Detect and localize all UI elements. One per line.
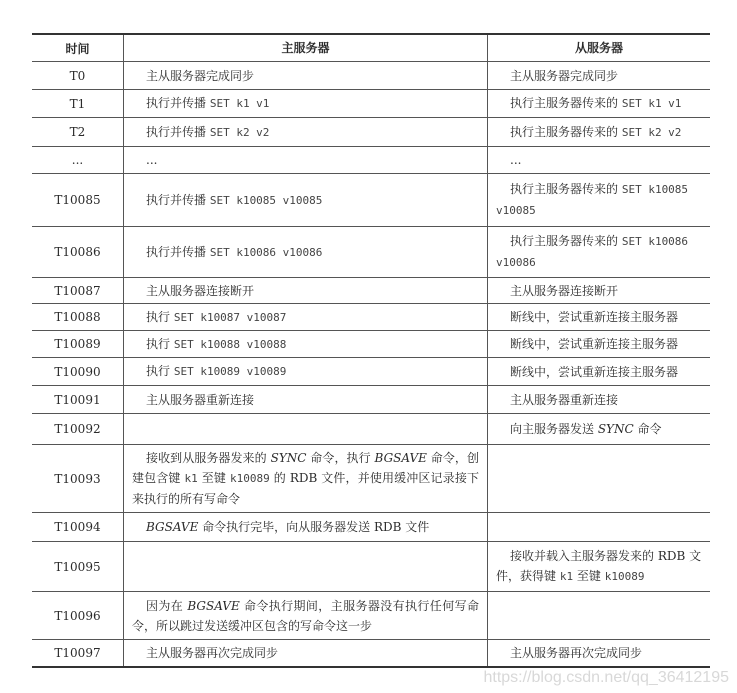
time-cell: T1 bbox=[32, 90, 124, 118]
time-cell: T10095 bbox=[32, 542, 124, 592]
slave-cell bbox=[488, 592, 711, 640]
cell-text: SYNC bbox=[597, 422, 634, 436]
cell-text: 主从服务器完成同步 bbox=[510, 68, 619, 83]
cell-text: 命令执行完毕，向从服务器发送 RDB 文件 bbox=[198, 520, 430, 534]
table-row bbox=[32, 278, 710, 304]
cell-text: 执行主服务器传来的 bbox=[510, 182, 622, 196]
replication-timeline-table bbox=[32, 33, 710, 668]
table-row bbox=[32, 118, 710, 147]
cell-text: BGSAVE bbox=[146, 520, 199, 534]
slave-cell bbox=[488, 542, 711, 592]
cell-text: 命令，执行 bbox=[306, 451, 375, 465]
time-cell: T10087 bbox=[32, 278, 124, 304]
time-cell: T10093 bbox=[32, 445, 124, 513]
cell-text: 断线中，尝试重新连接主服务器 bbox=[510, 310, 679, 324]
cell-text: 执行并传播 bbox=[146, 244, 210, 259]
slave-cell bbox=[488, 414, 711, 445]
watermark: https://blog.csdn.net/qq_36412195 bbox=[483, 669, 729, 686]
master-cell bbox=[124, 386, 488, 414]
table-row bbox=[32, 358, 710, 386]
header-row bbox=[32, 34, 710, 62]
code-text: k10089 bbox=[604, 570, 645, 583]
code-text: SET k10085 v10085 bbox=[496, 183, 689, 217]
cell-text: 主从服务器连接断开 bbox=[146, 283, 255, 298]
table-row bbox=[32, 174, 710, 227]
cell-text: 执行 bbox=[146, 364, 174, 378]
code-text: SET k10086 v10086 bbox=[496, 235, 689, 269]
cell-text: 执行并传播 bbox=[146, 96, 210, 110]
code-text: SET k10087 v10087 bbox=[173, 310, 287, 324]
time-cell: T10096 bbox=[32, 592, 124, 640]
time-cell: T10094 bbox=[32, 513, 124, 542]
code-text: SET k10086 v10086 bbox=[209, 245, 323, 259]
slave-cell bbox=[488, 118, 711, 147]
cell-text: 命令执行期间，主服务器没有执行任何写命令，所以跳过发送缓冲区包含的写命令这一步 bbox=[132, 598, 479, 633]
master-cell bbox=[124, 304, 488, 331]
slave-cell bbox=[488, 278, 711, 304]
slave-cell bbox=[488, 62, 711, 90]
slave-cell bbox=[488, 640, 711, 667]
code-text: k1 bbox=[184, 472, 198, 485]
table-row bbox=[32, 414, 710, 445]
code-text: SET k10085 v10085 bbox=[209, 193, 323, 207]
code-text: SET k1 v1 bbox=[209, 97, 270, 110]
slave-cell bbox=[488, 304, 711, 331]
cell-text: 主从服务器重新连接 bbox=[146, 392, 255, 407]
cell-text: BGSAVE bbox=[187, 598, 240, 613]
master-cell bbox=[124, 278, 488, 304]
header-slave: 从服务器 bbox=[488, 34, 711, 62]
slave-cell bbox=[488, 147, 711, 174]
code-text: k1 bbox=[559, 570, 574, 583]
cell-text: 断线中，尝试重新连接主服务器 bbox=[510, 337, 679, 351]
table-row bbox=[32, 227, 710, 278]
code-text: SET k10088 v10088 bbox=[173, 337, 287, 351]
time-cell: T2 bbox=[32, 118, 124, 147]
slave-cell bbox=[488, 513, 711, 542]
cell-text: SYNC bbox=[270, 451, 307, 465]
time-cell: T10090 bbox=[32, 358, 124, 386]
slave-cell bbox=[488, 358, 711, 386]
cell-text: 执行 bbox=[146, 336, 174, 351]
cell-text: 主从服务器再次完成同步 bbox=[510, 645, 643, 660]
master-cell bbox=[124, 358, 488, 386]
cell-text: 接收到从服务器发来的 bbox=[146, 451, 271, 465]
slave-cell bbox=[488, 331, 711, 358]
cell-text: 主从服务器再次完成同步 bbox=[146, 645, 279, 660]
cell-text: ... bbox=[510, 153, 522, 167]
time-cell: T10089 bbox=[32, 331, 124, 358]
table-row bbox=[32, 386, 710, 414]
master-cell bbox=[124, 542, 488, 592]
cell-text: 执行 bbox=[146, 309, 174, 324]
master-cell bbox=[124, 174, 488, 227]
time-cell: T0 bbox=[32, 62, 124, 90]
cell-text: 因为在 bbox=[146, 598, 188, 613]
cell-text: 接收并载入主服务器发来的 RDB 文件，获得键 bbox=[496, 549, 702, 583]
cell-text: 断线中，尝试重新连接主服务器 bbox=[510, 364, 679, 379]
cell-text: 主从服务器连接断开 bbox=[510, 283, 619, 298]
cell-text: 至键 bbox=[197, 471, 231, 485]
table-row bbox=[32, 513, 710, 542]
cell-text: 主从服务器重新连接 bbox=[510, 392, 619, 407]
table-row bbox=[32, 592, 710, 640]
table-row bbox=[32, 304, 710, 331]
master-cell bbox=[124, 147, 488, 174]
master-cell bbox=[124, 331, 488, 358]
cell-text: 执行主服务器传来的 bbox=[510, 124, 622, 139]
header-master: 主服务器 bbox=[124, 34, 488, 62]
code-text: SET k2 v2 bbox=[621, 125, 682, 139]
time-cell: ... bbox=[32, 147, 124, 174]
cell-text: BGSAVE bbox=[374, 451, 427, 465]
time-cell: T10091 bbox=[32, 386, 124, 414]
slave-cell bbox=[488, 227, 711, 278]
code-text: k10089 bbox=[230, 472, 270, 485]
master-cell bbox=[124, 62, 488, 90]
cell-text: 向主服务器发送 bbox=[510, 422, 598, 436]
master-cell bbox=[124, 227, 488, 278]
cell-text: ... bbox=[146, 153, 158, 167]
cell-text: 命令，创建包含键 bbox=[132, 451, 479, 485]
master-cell bbox=[124, 414, 488, 445]
header-time: 时间 bbox=[32, 34, 124, 62]
cell-text: 主从服务器完成同步 bbox=[146, 68, 255, 83]
cell-text: 执行主服务器传来的 bbox=[510, 234, 622, 248]
cell-text: 命令 bbox=[633, 422, 662, 436]
table-body bbox=[32, 62, 710, 667]
cell-text: 的 RDB 文件，并使用缓冲区记录接下来执行的所有写命令 bbox=[132, 471, 479, 506]
slave-cell bbox=[488, 90, 711, 118]
slave-cell bbox=[488, 174, 711, 227]
master-cell bbox=[124, 592, 488, 640]
table-row bbox=[32, 90, 710, 118]
master-cell bbox=[124, 640, 488, 667]
time-cell: T10085 bbox=[32, 174, 124, 227]
time-cell: T10097 bbox=[32, 640, 124, 667]
table-row bbox=[32, 445, 710, 513]
master-cell bbox=[124, 118, 488, 147]
code-text: SET k10089 v10089 bbox=[173, 365, 287, 378]
time-cell: T10088 bbox=[32, 304, 124, 331]
table-row bbox=[32, 62, 710, 90]
code-text: SET k2 v2 bbox=[209, 125, 270, 139]
master-cell bbox=[124, 513, 488, 542]
cell-text: 执行主服务器传来的 bbox=[510, 96, 622, 110]
cell-text: 至键 bbox=[573, 569, 605, 583]
table-row bbox=[32, 147, 710, 174]
code-text: SET k1 v1 bbox=[621, 97, 682, 110]
master-cell bbox=[124, 445, 488, 513]
table-row bbox=[32, 542, 710, 592]
cell-text: 执行并传播 bbox=[146, 124, 210, 139]
master-cell bbox=[124, 90, 488, 118]
slave-cell bbox=[488, 386, 711, 414]
table-row bbox=[32, 331, 710, 358]
time-cell: T10092 bbox=[32, 414, 124, 445]
table-row bbox=[32, 640, 710, 667]
time-cell: T10086 bbox=[32, 227, 124, 278]
slave-cell bbox=[488, 445, 711, 513]
cell-text: 执行并传播 bbox=[146, 192, 210, 207]
